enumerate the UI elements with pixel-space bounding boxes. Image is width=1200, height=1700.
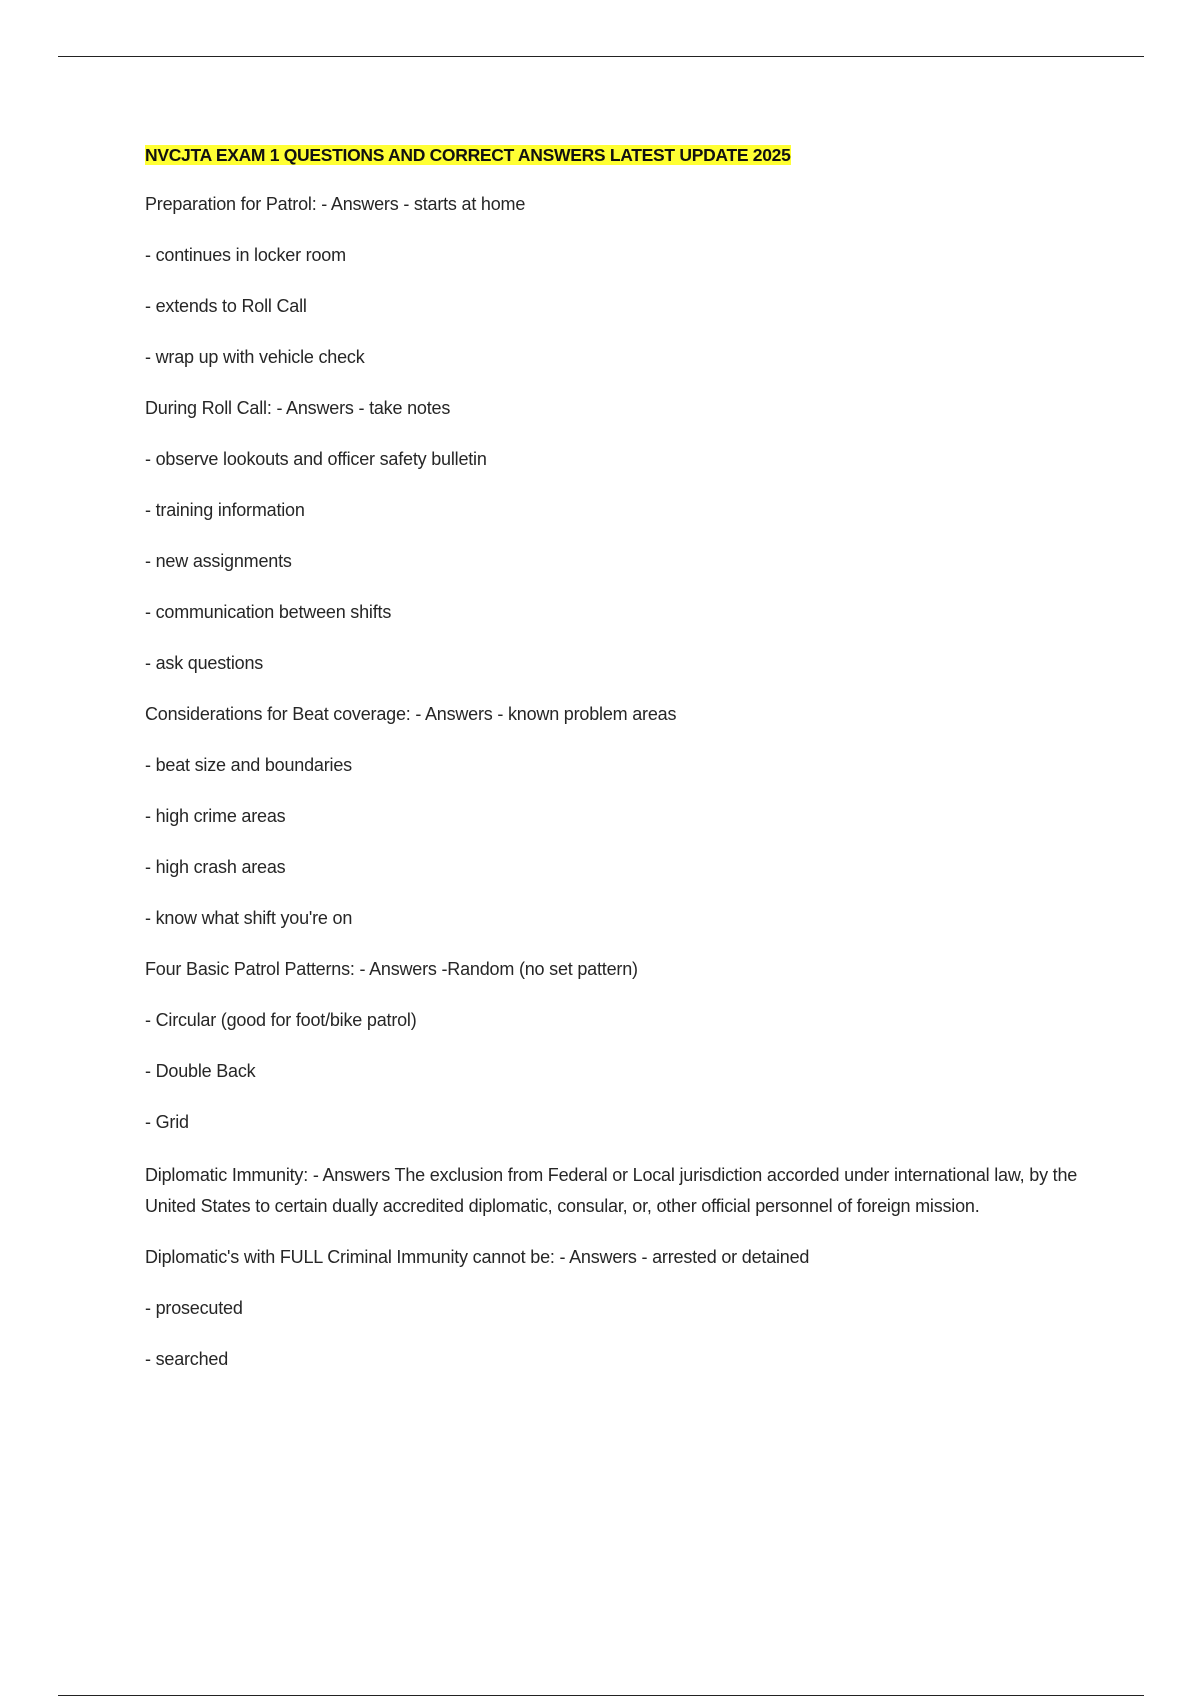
qa-line: - know what shift you're on [145, 908, 353, 928]
qa-line: - beat size and boundaries [145, 755, 352, 775]
qa-line: - Double Back [145, 1061, 256, 1081]
qa-paragraph: Diplomatic Immunity: - Answers The exclusion from Federal or Local jurisdiction accorded under international law, by the United States to certain dually accredited diplomatic, consular, or, other official personnel of foreign mission. [145, 1165, 1078, 1216]
qa-line: - training information [145, 500, 305, 520]
document-title: NVCJTA EXAM 1 QUESTIONS AND CORRECT ANSWERS LATEST UPDATE 2025 [145, 145, 791, 165]
qa-line: - observe lookouts and officer safety bulletin [145, 449, 487, 469]
footer-rule [58, 1695, 1144, 1696]
qa-line: - prosecuted [145, 1298, 243, 1318]
qa-line: Preparation for Patrol: - Answers - starts at home [145, 194, 526, 214]
qa-line: Considerations for Beat coverage: - Answers - known problem areas [145, 704, 677, 724]
qa-line: - extends to Roll Call [145, 296, 307, 316]
qa-line: - searched [145, 1349, 229, 1369]
qa-line: - wrap up with vehicle check [145, 347, 365, 367]
title-container [145, 144, 1095, 168]
document-body [145, 144, 1095, 1397]
qa-line: - high crime areas [145, 806, 286, 826]
qa-line: Four Basic Patrol Patterns: - Answers -Random (no set pattern) [145, 959, 638, 979]
qa-line: - communication between shifts [145, 602, 392, 622]
qa-line: - Grid [145, 1112, 189, 1132]
header-rule [58, 56, 1144, 57]
qa-line: - Circular (good for foot/bike patrol) [145, 1010, 417, 1030]
qa-line: - high crash areas [145, 857, 286, 877]
qa-line: During Roll Call: - Answers - take notes [145, 398, 451, 418]
qa-line: - new assignments [145, 551, 292, 571]
qa-line: - continues in locker room [145, 245, 346, 265]
qa-line: Diplomatic's with FULL Criminal Immunity cannot be: - Answers - arrested or detained [145, 1247, 810, 1267]
qa-line: - ask questions [145, 653, 264, 673]
